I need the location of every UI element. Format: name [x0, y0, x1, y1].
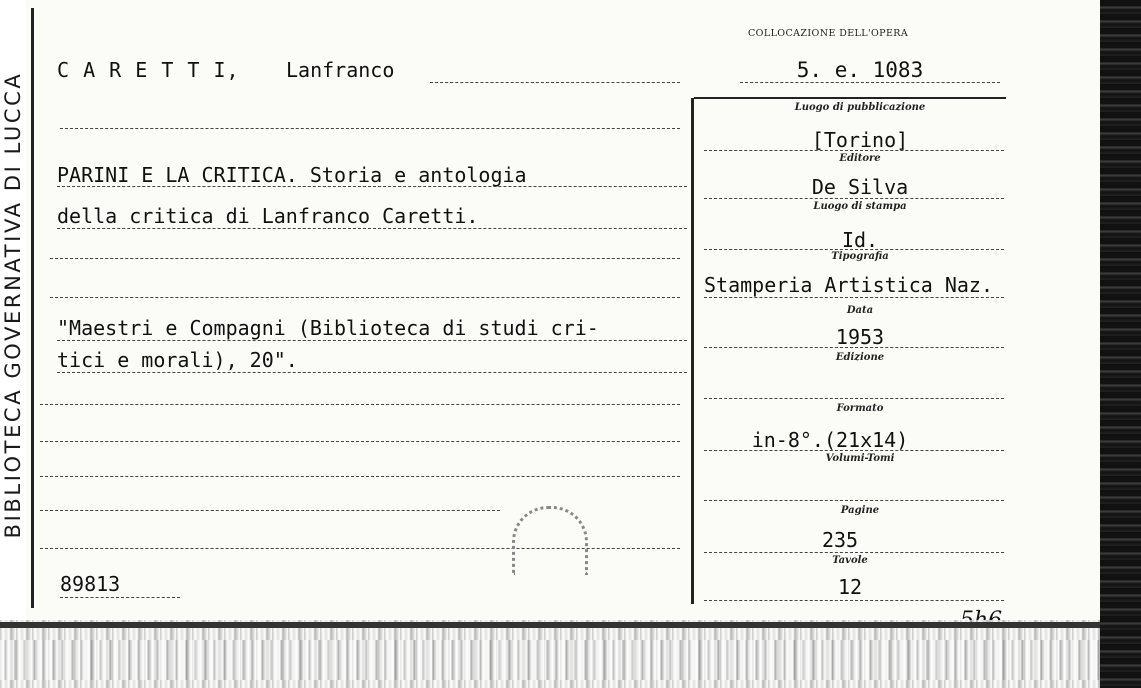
rule-tavole	[704, 600, 1004, 601]
label-tavole: Tavole	[832, 555, 868, 566]
series-rule-2	[57, 372, 687, 373]
row-rule-2	[50, 258, 680, 259]
rule-tipografia	[704, 297, 1004, 298]
label-pagine: Pagine	[840, 505, 880, 516]
faded-stamp	[512, 506, 588, 575]
author-rule	[430, 82, 680, 83]
value-editore: De Silva	[811, 175, 909, 199]
row-rule-6	[40, 476, 680, 477]
series-rule-1	[57, 340, 687, 341]
series-line-1: "Maestri e Compagni (Biblioteca di studi cri-	[57, 316, 599, 340]
value-data: 1953	[835, 325, 885, 349]
value-tavole: 12	[837, 575, 863, 599]
rule-edizione	[704, 398, 1004, 399]
row-rule-5	[40, 441, 680, 442]
label-editore: Editore	[839, 153, 881, 164]
rule-data	[704, 347, 1004, 348]
title-rule-1	[57, 186, 687, 187]
label-data: Data	[846, 305, 874, 316]
rule-editore	[704, 198, 1004, 199]
rule-formato	[704, 450, 1004, 451]
scan-right-edge	[1100, 0, 1141, 688]
rule-luogo-stampa	[704, 249, 1004, 250]
library-name: BIBLIOTECA GOVERNATIVA DI LUCCA	[1, 71, 25, 539]
rule-pubblicazione	[704, 150, 1004, 151]
label-tipografia: Tipografia	[831, 251, 889, 262]
label-luogo-pubblicazione: Luogo di pubblicazione	[794, 102, 926, 113]
value-formato: in-8°.(21x14)	[751, 428, 909, 452]
rule-pagine	[704, 552, 1004, 553]
left-margin-rule	[31, 8, 34, 608]
value-tipografia: Stamperia Artistica Naz.	[704, 273, 993, 297]
title-rule-2	[57, 228, 687, 229]
title-line-2: della critica di Lanfranco Caretti.	[57, 204, 479, 228]
card-bottom-edge	[0, 622, 1141, 628]
row-rule-3	[50, 297, 680, 298]
author-surname: C A R E T T I,	[57, 58, 240, 82]
label-edizione: Edizione	[835, 352, 885, 363]
value-pagine: 235	[821, 528, 859, 552]
scan-bottom-texture	[0, 640, 1100, 680]
row-rule-1	[60, 128, 680, 129]
label-volumi-tomi: Volumi-Tomi	[825, 453, 895, 464]
row-rule-4	[40, 404, 680, 405]
row-rule-7	[40, 510, 500, 511]
shelfmark-header: COLLOCAZIONE DELL'OPERA	[748, 28, 909, 39]
author-name: Lanfranco	[286, 58, 395, 82]
label-formato: Formato	[836, 403, 884, 414]
inventory-rule	[60, 597, 180, 598]
inventory-number: 89813	[60, 572, 121, 596]
title-line-1: PARINI E LA CRITICA. Storia e antologia	[57, 163, 527, 187]
column-divider	[691, 98, 694, 604]
shelfmark-rule	[740, 82, 1000, 83]
value-luogo-pubblicazione: [Torino]	[811, 128, 909, 152]
value-luogo-stampa: Id.	[841, 228, 879, 252]
series-line-2: tici e morali), 20".	[57, 348, 298, 372]
label-luogo-stampa: Luogo di stampa	[813, 201, 907, 212]
rule-volumi-tomi	[704, 500, 1004, 501]
right-top-rule	[694, 97, 1006, 99]
shelfmark: 5. e. 1083	[796, 58, 924, 82]
